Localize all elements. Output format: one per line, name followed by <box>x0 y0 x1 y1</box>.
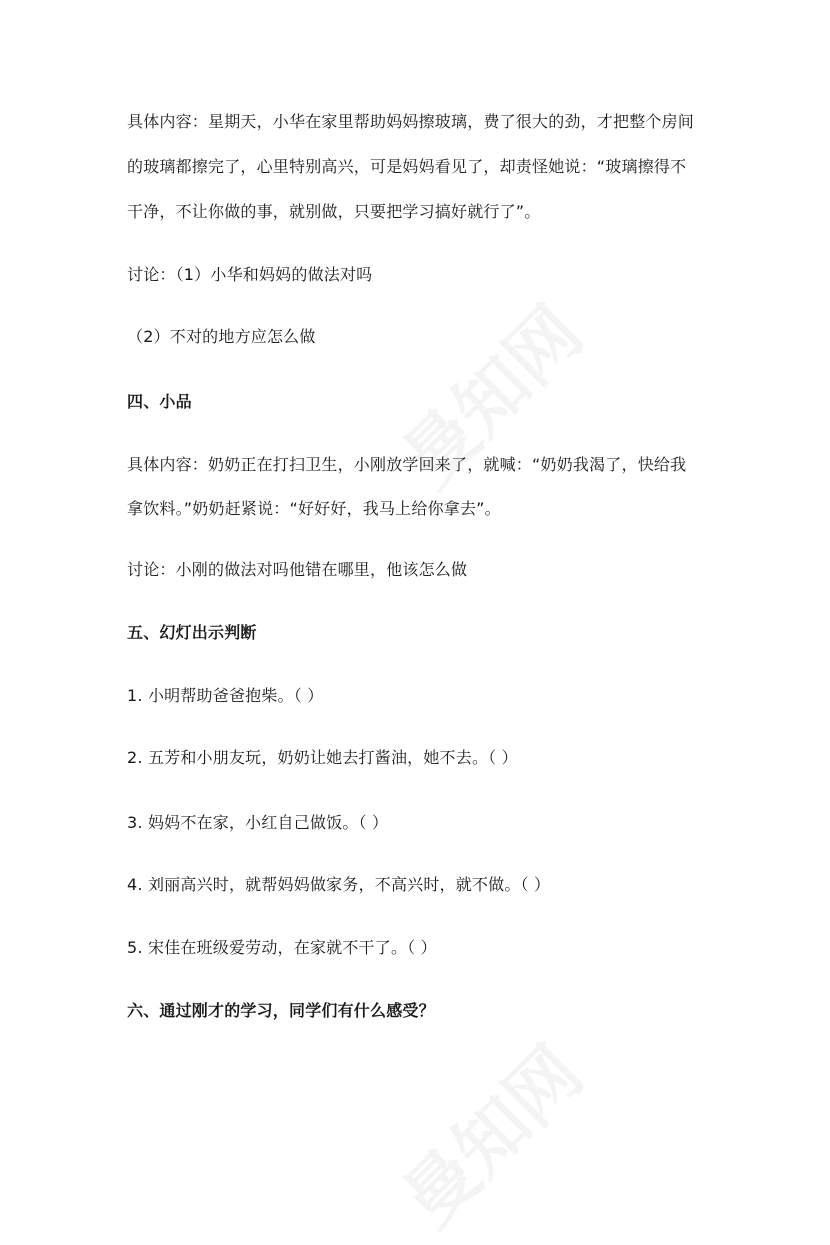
discussion-2: 讨论：小刚的做法对吗他错在哪里，他该怎么做 <box>127 560 468 579</box>
judgment-item-4: 4. 刘丽高兴时，就帮妈妈做家务，不高兴时，就不做。（ ） <box>127 875 551 894</box>
judgment-item-1: 1. 小明帮助爸爸抱柴。（ ） <box>127 686 324 705</box>
watermark-lower <box>375 1019 601 1245</box>
judgment-item-2: 2. 五芳和小朋友玩，奶奶让她去打酱油，她不去。（ ） <box>127 748 518 767</box>
judgment-item-5: 5. 宋佳在班级爱劳动，在家就不干了。（ ） <box>127 938 437 957</box>
skit-content-line-1: 具体内容：奶奶正在打扫卫生，小刚放学回来了，就喊：“奶奶我渴了，快给我 <box>127 455 687 474</box>
skit-content-line-2: 拿饮料。”奶奶赶紧说：“好好好，我马上给你拿去”。 <box>127 499 501 518</box>
discussion-1-question-2: （2）不对的地方应怎么做 <box>127 327 316 346</box>
judgment-item-3: 3. 妈妈不在家，小红自己做饭。（ ） <box>127 813 389 832</box>
section-heading-5: 五、幻灯出示判断 <box>127 623 257 642</box>
scenario-1-content-line-1: 具体内容：星期天，小华在家里帮助妈妈擦玻璃，费了很大的劲，才把整个房间 <box>127 112 695 131</box>
discussion-1-question-1: 讨论：（1）小华和妈妈的做法对吗 <box>127 265 373 284</box>
section-heading-4: 四、小品 <box>127 392 192 411</box>
section-heading-6: 六、通过刚才的学习，同学们有什么感受？ <box>127 1001 435 1020</box>
scenario-1-content-line-2: 的玻璃都擦完了，心里特别高兴，可是妈妈看见了，却责怪她说：“玻璃擦得不 <box>127 157 687 176</box>
scenario-1-content-line-3: 干净，不让你做的事，就别做，只要把学习搞好就行了”。 <box>127 202 541 221</box>
